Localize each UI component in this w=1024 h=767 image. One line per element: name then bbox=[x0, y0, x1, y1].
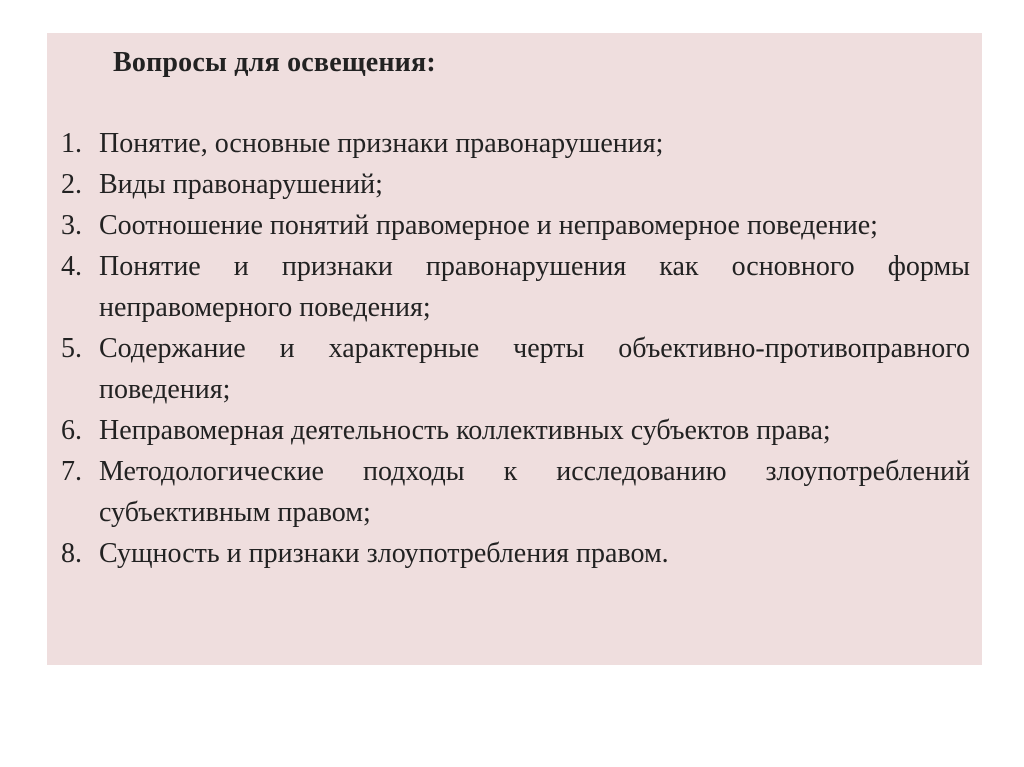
item-number: 3. bbox=[61, 210, 82, 241]
item-number: 8. bbox=[61, 538, 82, 569]
item-number: 6. bbox=[61, 415, 82, 446]
item-text: Соотношение понятий правомерное и неправомерное поведение; bbox=[99, 210, 878, 241]
list-item bbox=[61, 205, 970, 246]
item-text: Виды правонарушений; bbox=[99, 169, 383, 200]
item-number: 5. bbox=[61, 333, 82, 364]
list-item bbox=[61, 410, 970, 451]
list-item bbox=[61, 328, 970, 410]
questions-panel bbox=[47, 33, 982, 665]
list-item bbox=[61, 533, 970, 574]
item-number: 4. bbox=[61, 251, 82, 282]
list-item bbox=[61, 123, 970, 164]
item-number: 2. bbox=[61, 169, 82, 200]
item-text: Понятие и признаки правонарушения как основного формы неправомерного поведения; bbox=[99, 251, 970, 323]
item-text: Содержание и характерные черты объективно-противоправного поведения; bbox=[99, 333, 970, 405]
item-number: 7. bbox=[61, 456, 82, 487]
item-text: Сущность и признаки злоупотребления правом. bbox=[99, 538, 669, 569]
item-number: 1. bbox=[61, 128, 82, 159]
item-text: Неправомерная деятельность коллективных субъектов права; bbox=[99, 415, 831, 446]
list-item bbox=[61, 246, 970, 328]
item-text: Понятие, основные признаки правонарушения; bbox=[99, 128, 664, 159]
list-item bbox=[61, 164, 970, 205]
panel-heading: Вопросы для освещения: bbox=[113, 47, 436, 78]
item-text: Методологические подходы к исследованию злоупотреблений субъективным правом; bbox=[99, 456, 970, 528]
list-item bbox=[61, 451, 970, 533]
questions-list bbox=[61, 123, 970, 574]
